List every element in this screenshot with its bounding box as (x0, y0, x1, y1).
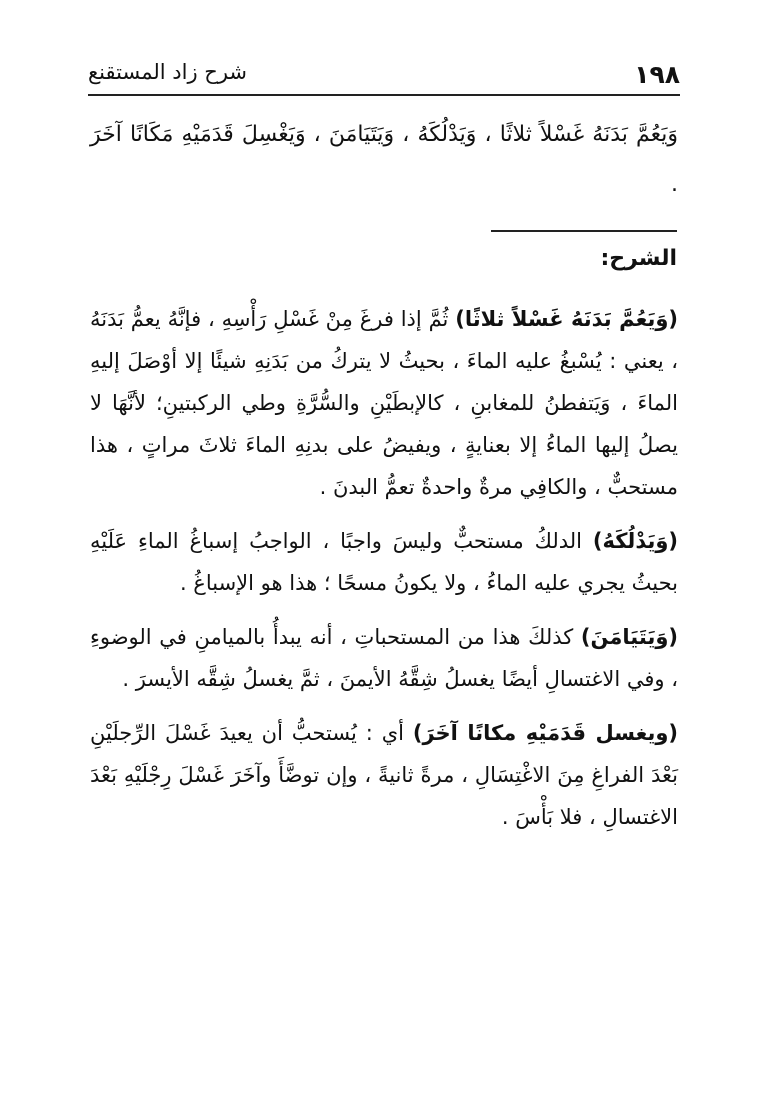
paragraph-body: أي : يُستحبُّ أن يعيدَ غَسْلَ الرِّجلَيْنِ بَعْدَ الفراغِ مِنَ الاغْتِسَالِ ، مرةً ثانيةً ، وإن توضَّأَ وآخَرَ غَسْلَ رِجْلَيْهِ بَعْدَ الاغتسالِ ، فلا بَأْسَ . (90, 721, 678, 829)
sharh-paragraph (90, 298, 678, 508)
paragraph-body: ثُمَّ إذا فرغَ مِنْ غَسْلِ رَأْسِهِ ، فإنَّهُ يعمُّ بَدَنَهُ ، يعني : يُسْبغُ عليه الماءَ ، بحيثُ لا يتركُ من بَدَنِهِ شيئًا إلا أوْصَلَ إليهِ الماءَ ، وَيَتفطنُ للمغابنِ ، كالإبطَيْنِ والسُّرَّةِ وطي الركبتينِ؛ لأنَّهَا لا يصلُ إليها الماءُ إلا بعنايةٍ ، ويفيضُ على بدنِهِ الماءَ ثلاثَ مراتٍ ، هذا مستحبٌّ ، والكافِي مرةٌ واحدةٌ تعمُّ البدنَ . (90, 307, 678, 499)
page-number: ١٩٨ (634, 60, 680, 89)
sharh-paragraph (90, 520, 678, 604)
running-title: شرح زاد المستقنع (88, 60, 247, 84)
paragraph-lead: (ويغسل قَدَمَيْهِ مكانًا آخَرَ) (412, 721, 678, 745)
paragraph-lead: (وَيَعُمَّ بَدَنَهُ غَسْلاً ثلاثًا) (455, 307, 678, 331)
sharh-heading: الشرح: (600, 246, 677, 271)
paragraph-lead: (وَيَتَيَامَنَ) (580, 625, 678, 649)
sharh-paragraph (90, 712, 678, 838)
paragraph-lead: (وَيَدْلُكَهُ) (592, 529, 678, 553)
paragraph-body: الدلكُ مستحبٌّ وليسَ واجبًا ، الواجبُ إسباغُ الماءِ عَلَيْهِ بحيثُ يجري عليه الماءُ ، ولا يكونُ مسحًا ؛ هذا هو الإسباغُ . (90, 529, 678, 595)
page-header (88, 56, 680, 96)
matn-text: وَيَعُمَّ بَدَنَهُ غَسْلاً ثلاثًا ، وَيَدْلُكَهُ ، وَيَتَيَامَنَ ، وَيَغْسِلَ قَدَمَيْهِ مَكَانًا آخَرَ . (90, 122, 678, 197)
header-rule (88, 94, 680, 96)
section-separator (491, 230, 677, 232)
sharh-paragraph (90, 616, 678, 700)
paragraph-body: كذلكَ هذا من المستحباتِ ، أنه يبدأُ بالميامنِ في الوضوءِ ، وفي الاغتسالِ أيضًا يغسلُ شِقَّهُ الأيمنَ ، ثمَّ يغسلُ شِقَّه الأيسرَ . (90, 625, 678, 691)
